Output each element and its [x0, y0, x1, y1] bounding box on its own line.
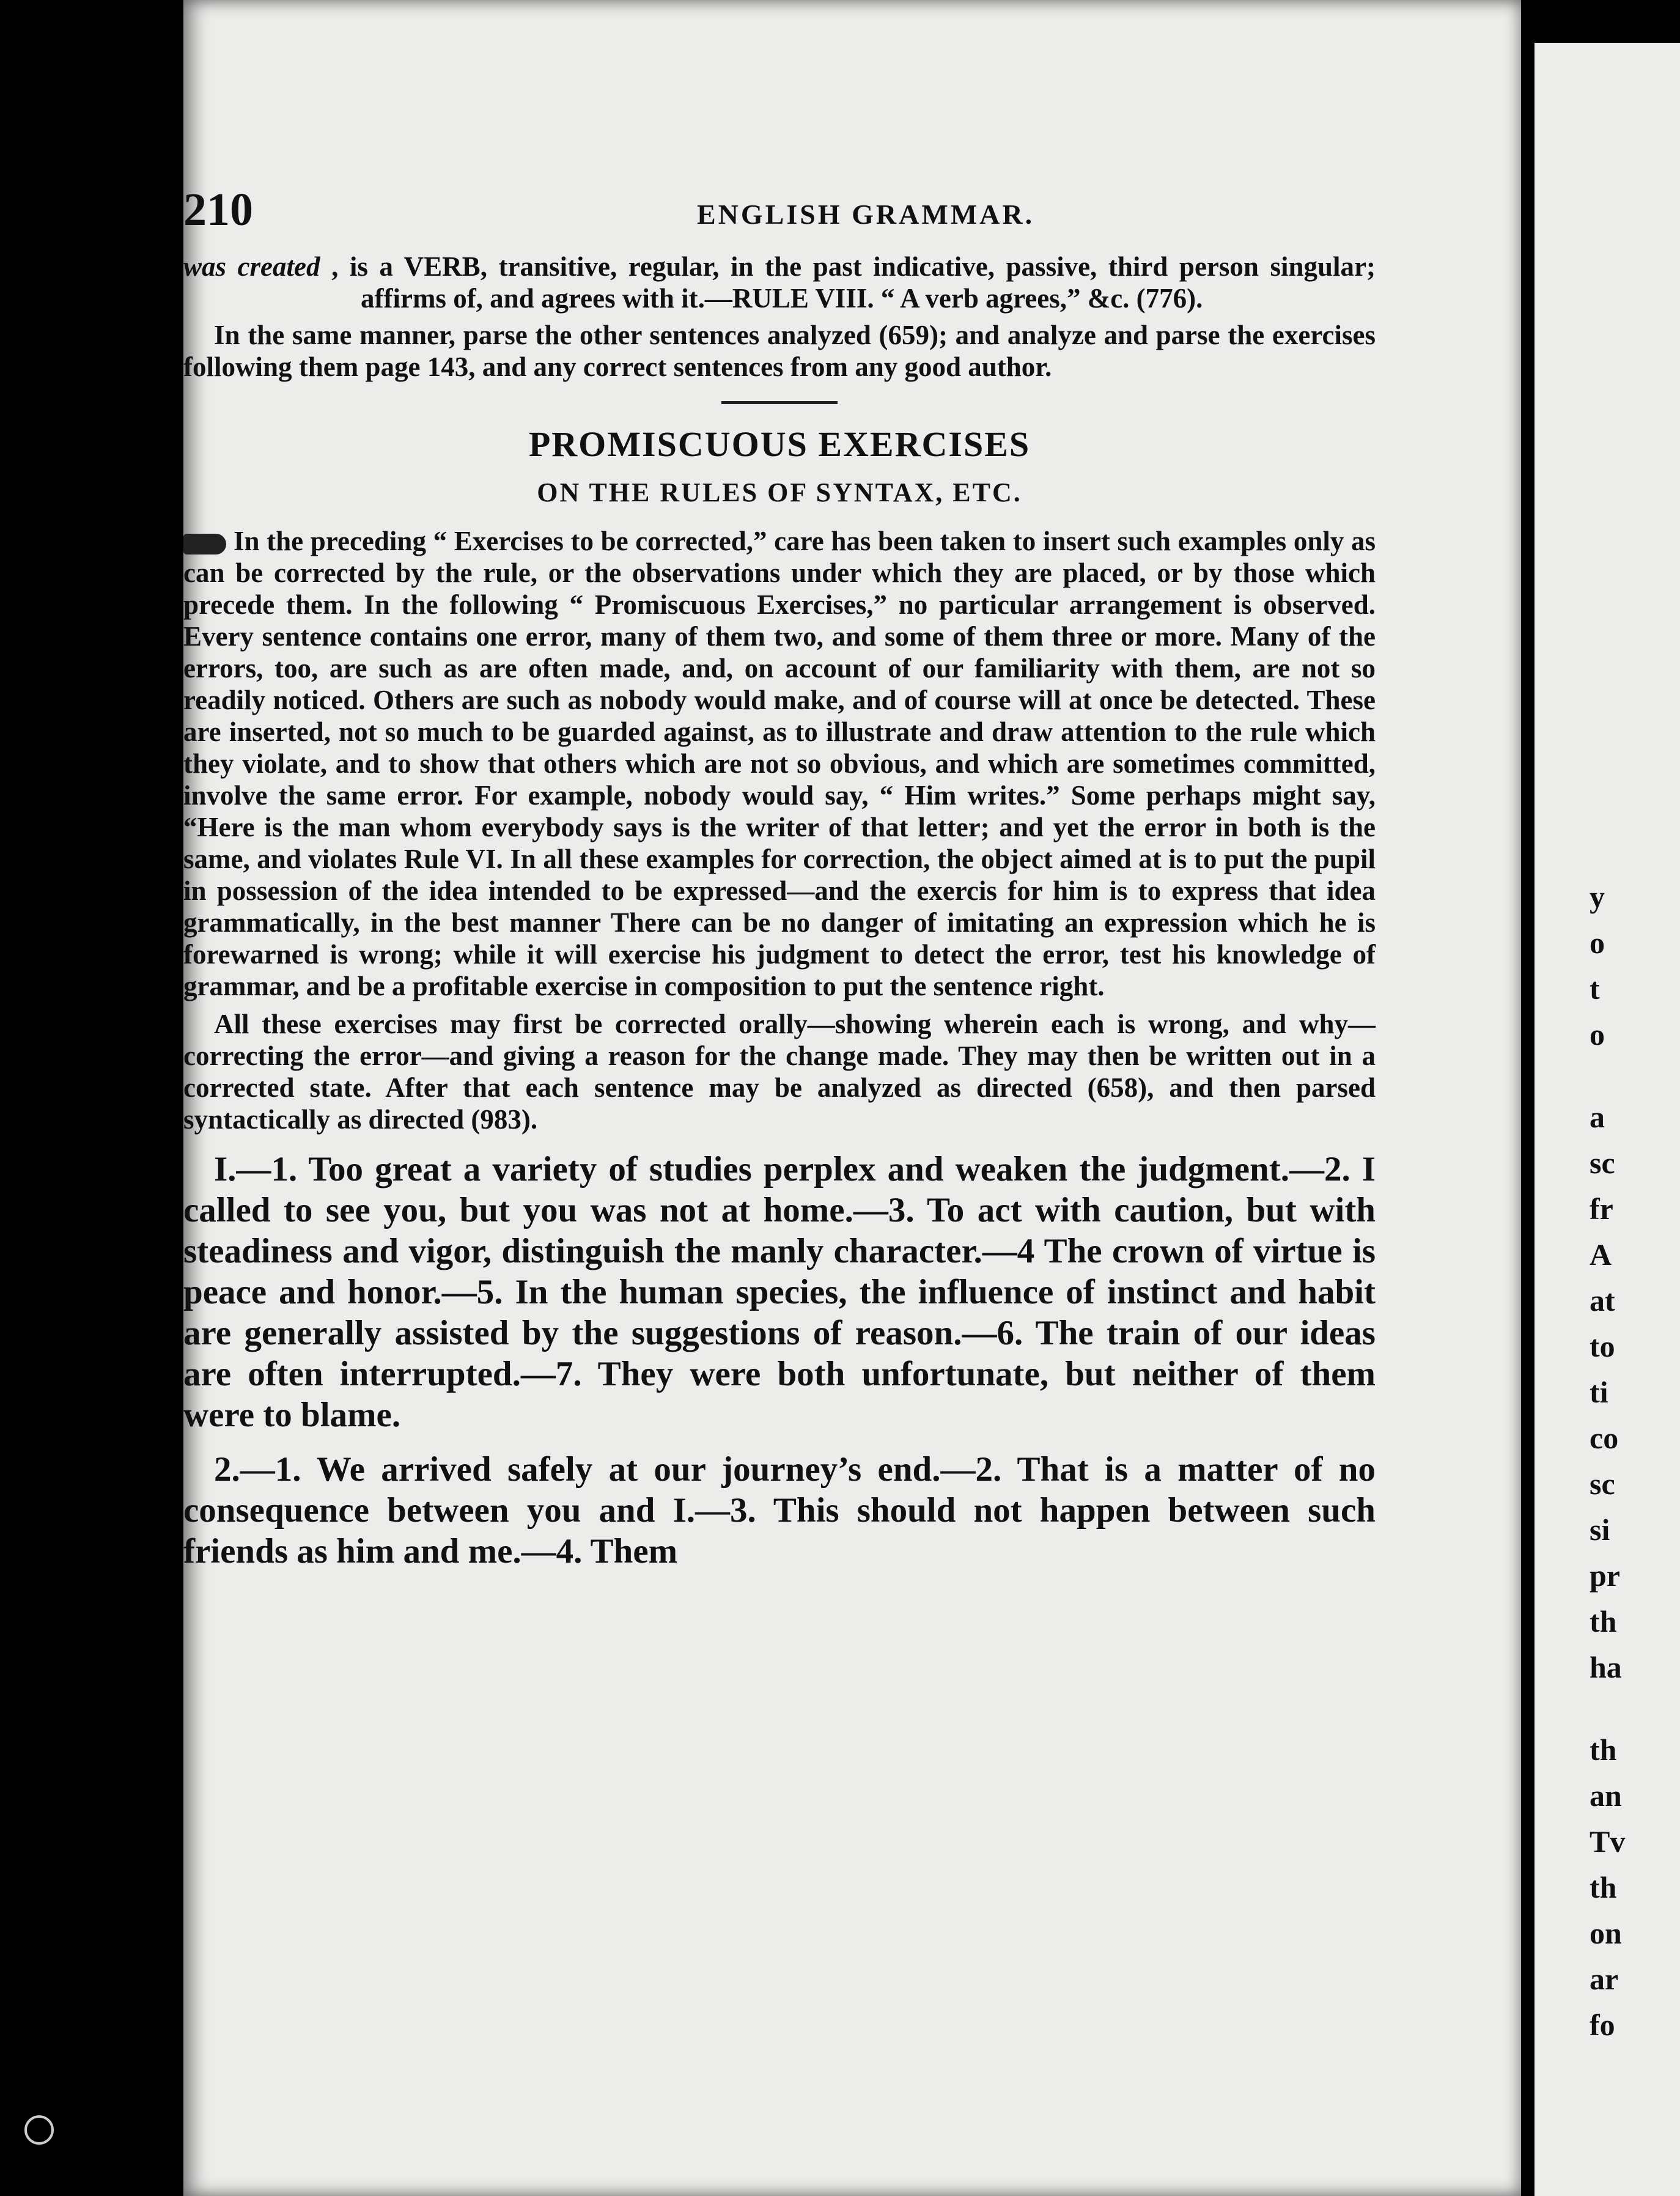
- fragment: o: [1590, 1017, 1605, 1052]
- pointing-hand-icon: [183, 534, 226, 555]
- fragment: th: [1590, 1604, 1617, 1638]
- fragment: sc: [1590, 1146, 1615, 1180]
- fragment: ti: [1590, 1375, 1608, 1409]
- fragment: fo: [1590, 2008, 1615, 2042]
- fragment: ha: [1590, 1650, 1622, 1684]
- exercise-group-1: I.—1. Too great a variety of studies perplex and weaken the judgment.—2. I called to see you, but you was not at home.—3. To act with caution, but with steadiness and vigor, distinguish the manly character.—4 The crown of virtue is peace and honor.—5. In the human species, the influence of instinct and habit are generally assisted by the suggestions of reason.—6. The train of our ideas are often interrupted.—7. They were both unfortunate, but neither of them were to blame.: [183, 1150, 1376, 1434]
- fragment: y: [1590, 880, 1605, 914]
- section-heading: PROMISCUOUS EXERCISES: [528, 424, 1031, 464]
- fragment: pr: [1590, 1558, 1620, 1593]
- fragment: an: [1590, 1778, 1622, 1813]
- fragment: A: [1590, 1237, 1612, 1272]
- parse-paragraph: [183, 251, 1376, 314]
- note-paragraph-2: All these exercises may first be corrected orally—showing wherein each is wrong, and why—correcting the error—and giving a reason for the change made. They may then be written out in a corrected state. After that each sentence may be analyzed as directed (658), and then parsed syntactically as directed (983).: [183, 1009, 1376, 1135]
- instruction-paragraph: In the same manner, parse the other sentences analyzed (659); and analyze and parse the exercises following them page 143, and any correct sentences from any good author.: [183, 320, 1376, 382]
- page-header: [183, 183, 1376, 251]
- parse-lead: was created: [183, 251, 320, 282]
- exercise-group-2: 2.—1. We arrived safely at our journey’s end.—2. That is a matter of no consequence between you and I.—3. This should not happen between such friends as him and me.—4. Them: [183, 1450, 1376, 1571]
- note-text-1: In the preceding “ Exercises to be corrected,” care has been taken to insert such examples only as can be corrected by the rule, or the observations under which they are placed, or by those which precede them. In the following “ Promiscuous Exercises,” no particular arrangement is observed. Every sentence contains one error, many of them two, and some of them three or more. Many of the errors, too, are such as are often made, and, on account of our familiarity with them, are not so readily noticed. Others are such as nobody would make, and of course will at once be detected. These are inserted, not so much to be guarded against, as to illustrate and draw attention to the rule which they violate, and to show that others which are not so obvious, and which are sometimes committed, involve the same error. For example, nobody would say, “ Him writes.” Some perhaps might say, “Here is the man whom everybody says is the writer of that letter; and yet the error in both is the same, and violates Rule VI. In all these examples for correction, the object aimed at is to put the pupil in possession of the idea intended to be expressed—and the exercis for him is to express that idea grammatically, in the best manner There can be no danger of imitating an expression which he is forewarned is wrong; while it will exercise his judgment to detect the error, test his knowledge of grammar, and be a profitable exercise in composition to put the sentence right.: [183, 526, 1376, 1001]
- page-number: 210: [183, 184, 253, 235]
- fragment: a: [1590, 1100, 1605, 1134]
- fragment: si: [1590, 1513, 1610, 1547]
- section-divider: [721, 401, 838, 404]
- right-page-fragments: [1590, 263, 1680, 2048]
- fragment: o: [1590, 926, 1605, 960]
- note-paragraph-1: [183, 525, 1376, 1002]
- fragment: th: [1590, 1870, 1617, 1904]
- fragment: Tv: [1590, 1824, 1626, 1859]
- fragment: th: [1590, 1733, 1617, 1767]
- scan-artifact: [24, 2115, 54, 2145]
- fragment: t: [1590, 971, 1600, 1006]
- fragment: on: [1590, 1916, 1622, 1950]
- running-title: ENGLISH GRAMMAR.: [697, 199, 1035, 230]
- fragment: sc: [1590, 1467, 1615, 1501]
- fragment: ar: [1590, 1962, 1619, 1996]
- fragment: fr: [1590, 1192, 1613, 1226]
- fragment: to: [1590, 1329, 1615, 1363]
- fragment: co: [1590, 1421, 1619, 1455]
- parse-body: , is a VERB, transitive, regular, in the past indicative, passive, third person singular; affirms of, and agrees with it.—RULE VIII. “ A verb agrees,” &c. (776).: [331, 251, 1376, 314]
- book-spine: [1521, 0, 1534, 2196]
- fragment: at: [1590, 1283, 1615, 1317]
- page-content: [183, 183, 1376, 1572]
- section-subheading: ON THE RULES OF SYNTAX, ETC.: [537, 477, 1022, 507]
